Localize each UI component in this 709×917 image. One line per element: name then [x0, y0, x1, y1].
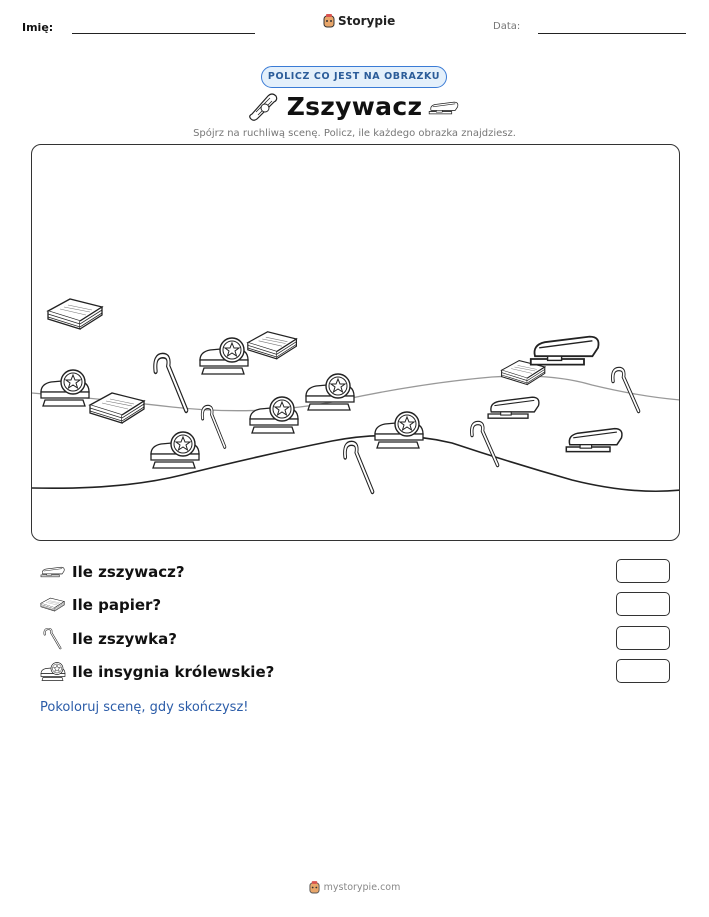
paper-item	[90, 393, 144, 423]
name-line[interactable]	[72, 33, 255, 34]
scene-illustration	[32, 145, 680, 541]
stapler-icon	[40, 562, 66, 582]
question-row-stapler	[40, 559, 670, 585]
stapler-item	[488, 397, 539, 418]
storypie-footer-icon	[309, 881, 320, 894]
royal-stapler-item	[375, 412, 423, 448]
paper-item	[248, 332, 297, 359]
staple-item	[155, 356, 186, 411]
royal-stapler-item	[200, 338, 248, 374]
answer-box-stapler[interactable]	[616, 559, 670, 583]
paper-item	[48, 299, 102, 329]
stapler-item	[531, 337, 599, 365]
question-row-staple	[40, 626, 670, 652]
royal-stapler-item	[41, 370, 89, 406]
staple-item	[345, 443, 372, 491]
task-badge: POLICZ CO JEST NA OBRAZKU	[261, 66, 447, 88]
brand-logo	[323, 14, 395, 28]
instructions: Spójrz na ruchliwą scenę. Policz, ile każdego obrazka znajdziesz.	[193, 128, 516, 139]
page-title: Zszywacz	[286, 92, 423, 121]
date-line[interactable]	[538, 33, 686, 34]
question-row-royal	[40, 659, 670, 685]
stapler-item	[566, 429, 622, 452]
site-footer	[0, 881, 709, 894]
name-label: Imię:	[22, 21, 54, 34]
royal-stapler-item	[151, 432, 199, 468]
date-label: Data:	[493, 21, 521, 32]
counting-scene	[31, 144, 680, 541]
coloring-note: Pokoloruj scenę, gdy skończysz!	[40, 700, 249, 715]
royal-stapler-icon	[40, 661, 66, 683]
royal-stapler-item	[306, 374, 354, 410]
paper-stack-icon	[40, 595, 66, 615]
question-text: Ile zszywacz?	[72, 563, 185, 581]
answer-box-staple[interactable]	[616, 626, 670, 650]
answer-box-paper[interactable]	[616, 592, 670, 616]
answer-box-royal[interactable]	[616, 659, 670, 683]
question-text: Ile insygnia królewskie?	[72, 663, 275, 681]
question-text: Ile zszywka?	[72, 630, 177, 648]
site-url[interactable]: mystorypie.com	[323, 882, 401, 893]
question-text: Ile papier?	[72, 596, 162, 614]
stapler-title-icon	[428, 96, 460, 120]
brand-name: Storypie	[338, 14, 396, 28]
staple-item	[472, 423, 498, 465]
staple-item	[202, 407, 224, 447]
royal-stapler-item	[250, 397, 298, 433]
question-row-paper	[40, 592, 670, 618]
storypie-logo-icon	[323, 14, 335, 28]
staple-icon	[40, 628, 66, 650]
